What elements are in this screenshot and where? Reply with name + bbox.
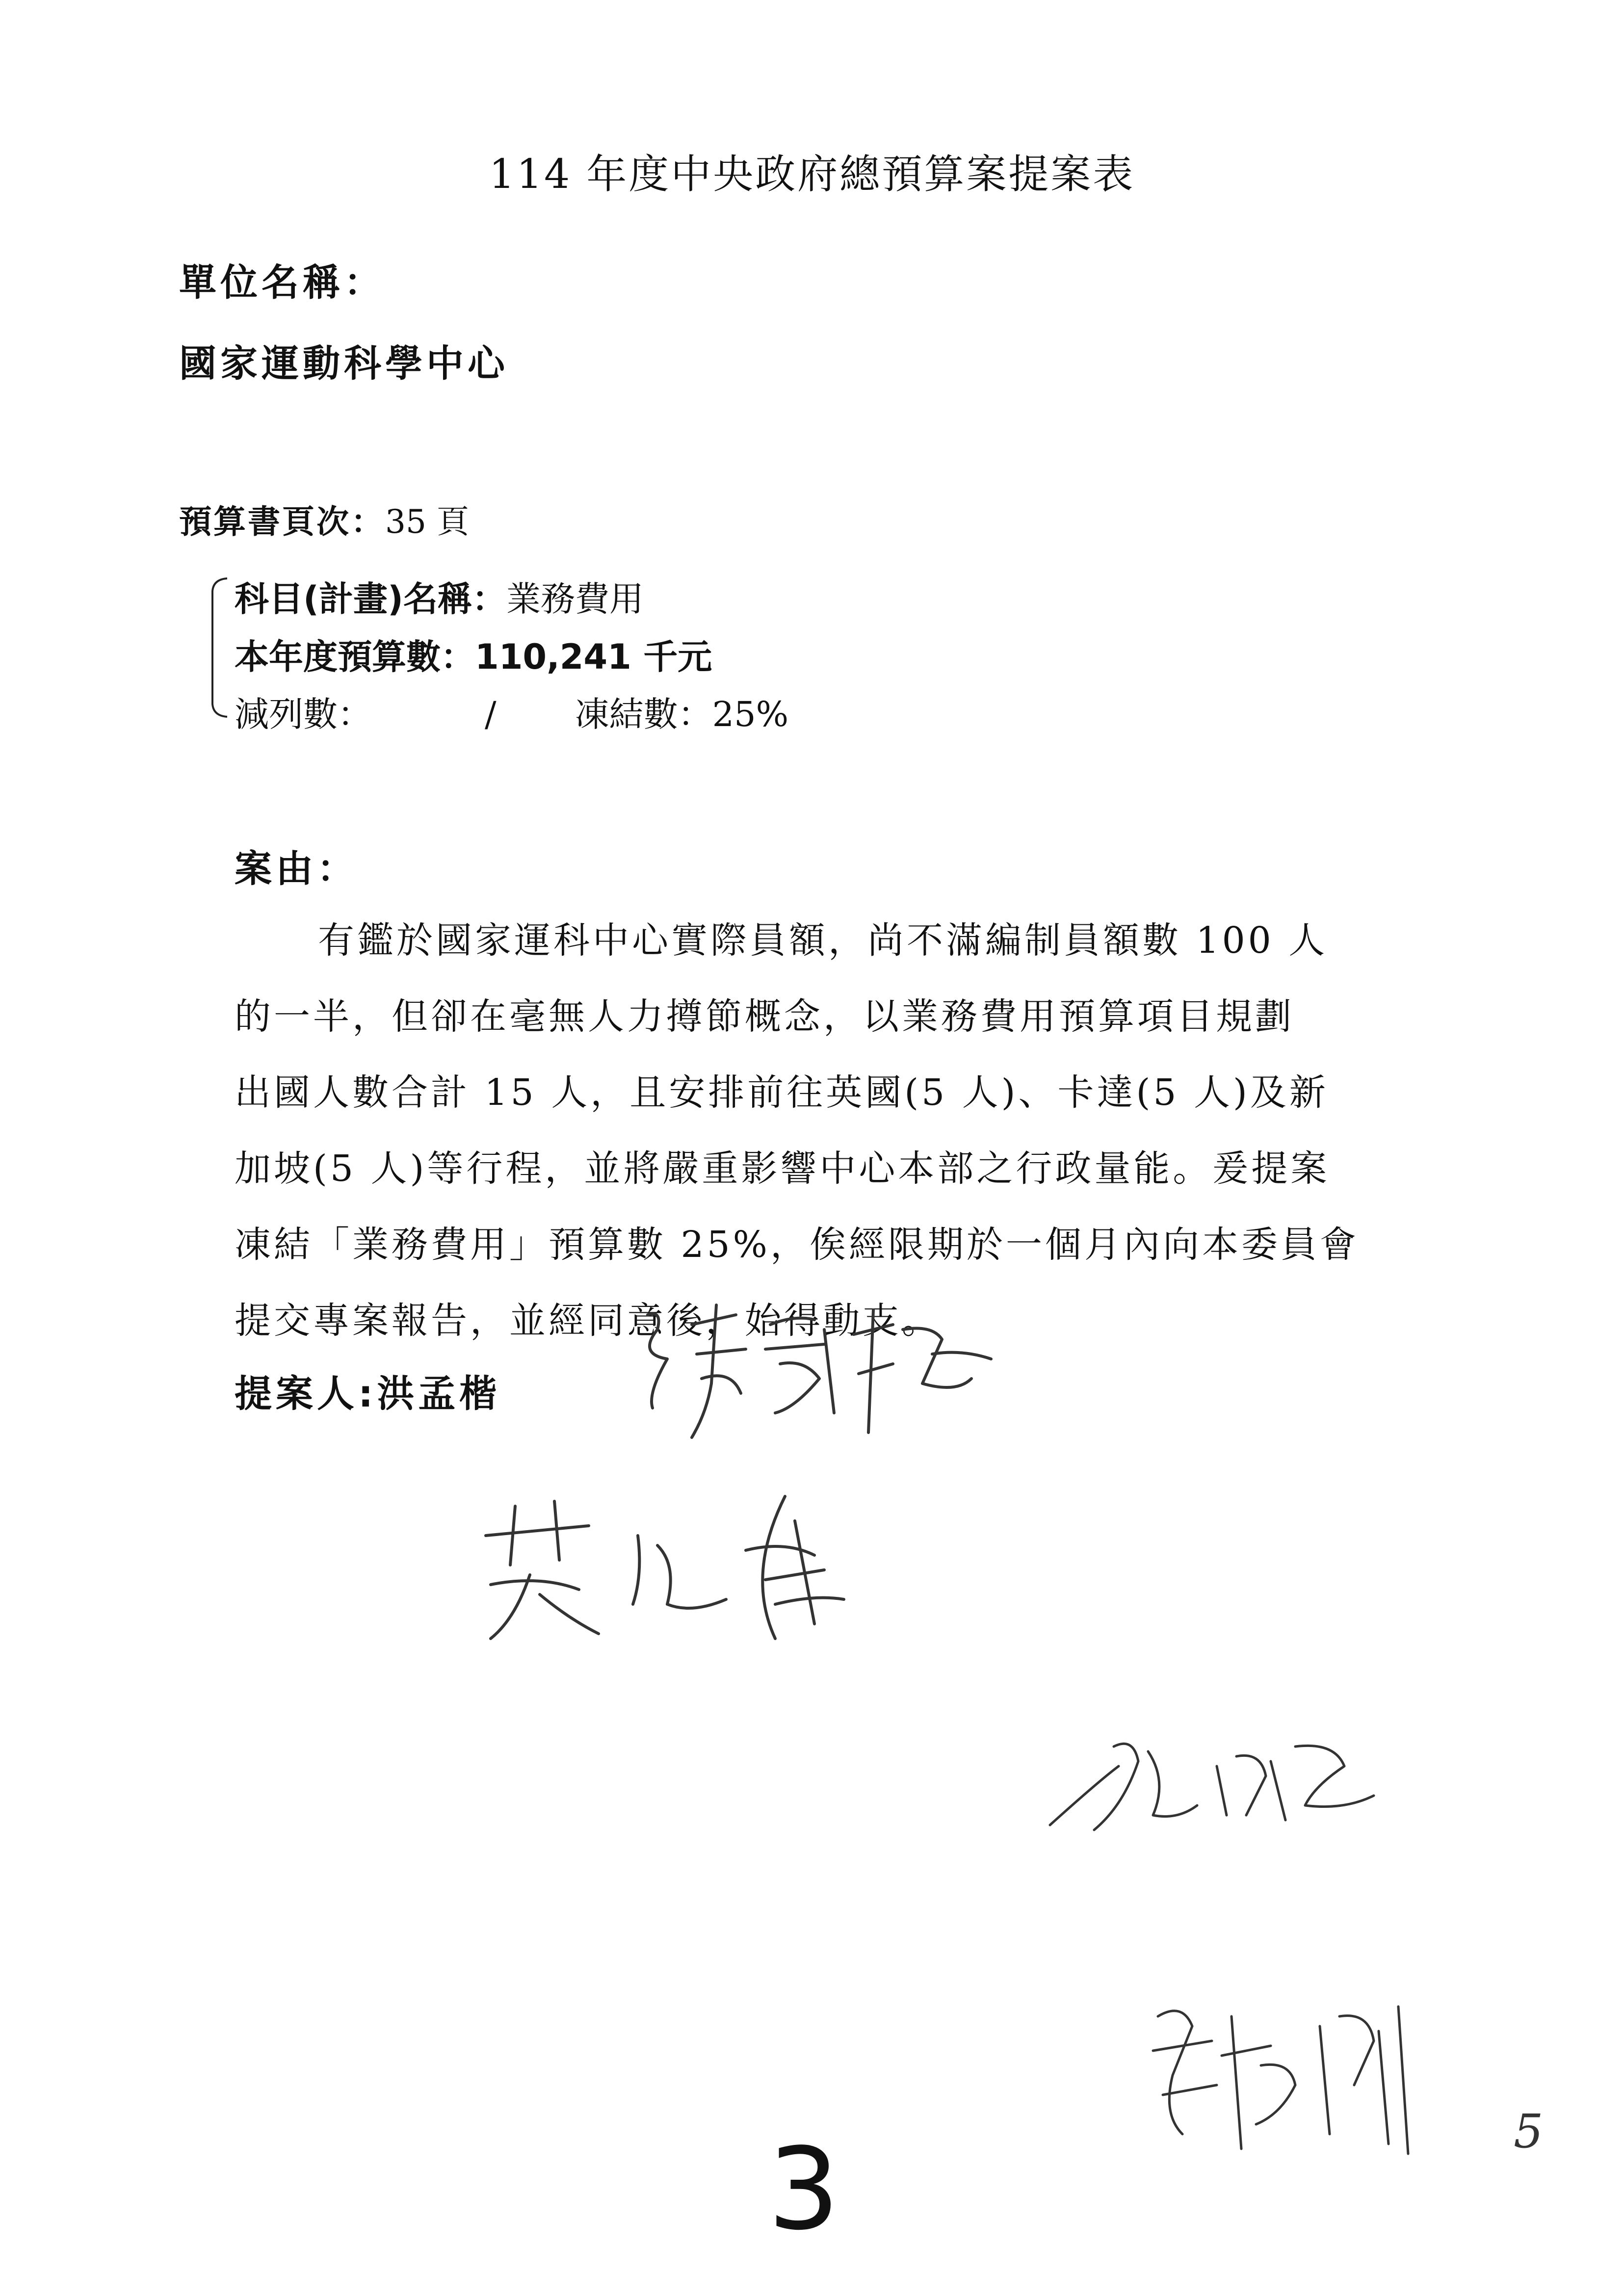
signature-1 bbox=[618, 1295, 1060, 1462]
signature-2 bbox=[471, 1477, 913, 1663]
page-number: 3 bbox=[768, 2124, 840, 2255]
page-ref-label: 預算書頁次： bbox=[179, 503, 385, 541]
reason-text bbox=[235, 903, 1441, 1359]
proposer: 提案人:洪孟楷 bbox=[235, 1372, 501, 1415]
reason-line: 凍結「業務費用」預算數 25%，俟經限期於一個月內向本委員會 bbox=[235, 1224, 1359, 1266]
reason-label: 案由： bbox=[235, 847, 358, 890]
item-value: 業務費用 bbox=[506, 579, 644, 619]
budget-value: 110,241 千元 bbox=[475, 637, 712, 677]
signature-4 bbox=[1143, 1987, 1438, 2173]
reason-line: 的一半，但卻在毫無人力撙節概念，以業務費用預算項目規劃 bbox=[235, 995, 1294, 1038]
left-bracket bbox=[209, 576, 228, 719]
unit-label: 單位名稱： bbox=[179, 261, 385, 304]
reason-line: 有鑑於國家運科中心實際員額，尚不滿編制員額數 100 人 bbox=[318, 919, 1328, 962]
page-ref-value: 35 頁 bbox=[385, 503, 469, 541]
reason-line: 提交專案報告，並經同意後，始得動支。 bbox=[235, 1300, 941, 1342]
separator: / bbox=[485, 694, 497, 734]
page-title: 114 年度中央政府總預算案提案表 bbox=[489, 151, 1135, 198]
reason-line: 加坡(5 人)等行程，並將嚴重影響中心本部之行政量能。爰提案 bbox=[235, 1148, 1330, 1190]
freeze-label: 凍結數： bbox=[575, 694, 712, 734]
budget-amount-row bbox=[235, 629, 712, 679]
budget-label: 本年度預算數： bbox=[235, 637, 475, 677]
reason-line: 出國人數合計 15 人，且安排前往英國(5 人)、卡達(5 人)及新 bbox=[235, 1071, 1329, 1114]
item-name-row bbox=[235, 572, 644, 621]
budget-page-reference bbox=[179, 496, 469, 542]
unit-name: 國家運動科學中心 bbox=[179, 341, 509, 385]
reduction-label: 減列數： bbox=[235, 694, 372, 734]
signature-3 bbox=[1040, 1707, 1393, 1864]
corner-number: 5 bbox=[1514, 2105, 1544, 2159]
item-label: 科目(計畫)名稱： bbox=[235, 579, 506, 619]
freeze-value: 25% bbox=[712, 694, 789, 734]
reduction-freeze-row bbox=[235, 687, 788, 736]
